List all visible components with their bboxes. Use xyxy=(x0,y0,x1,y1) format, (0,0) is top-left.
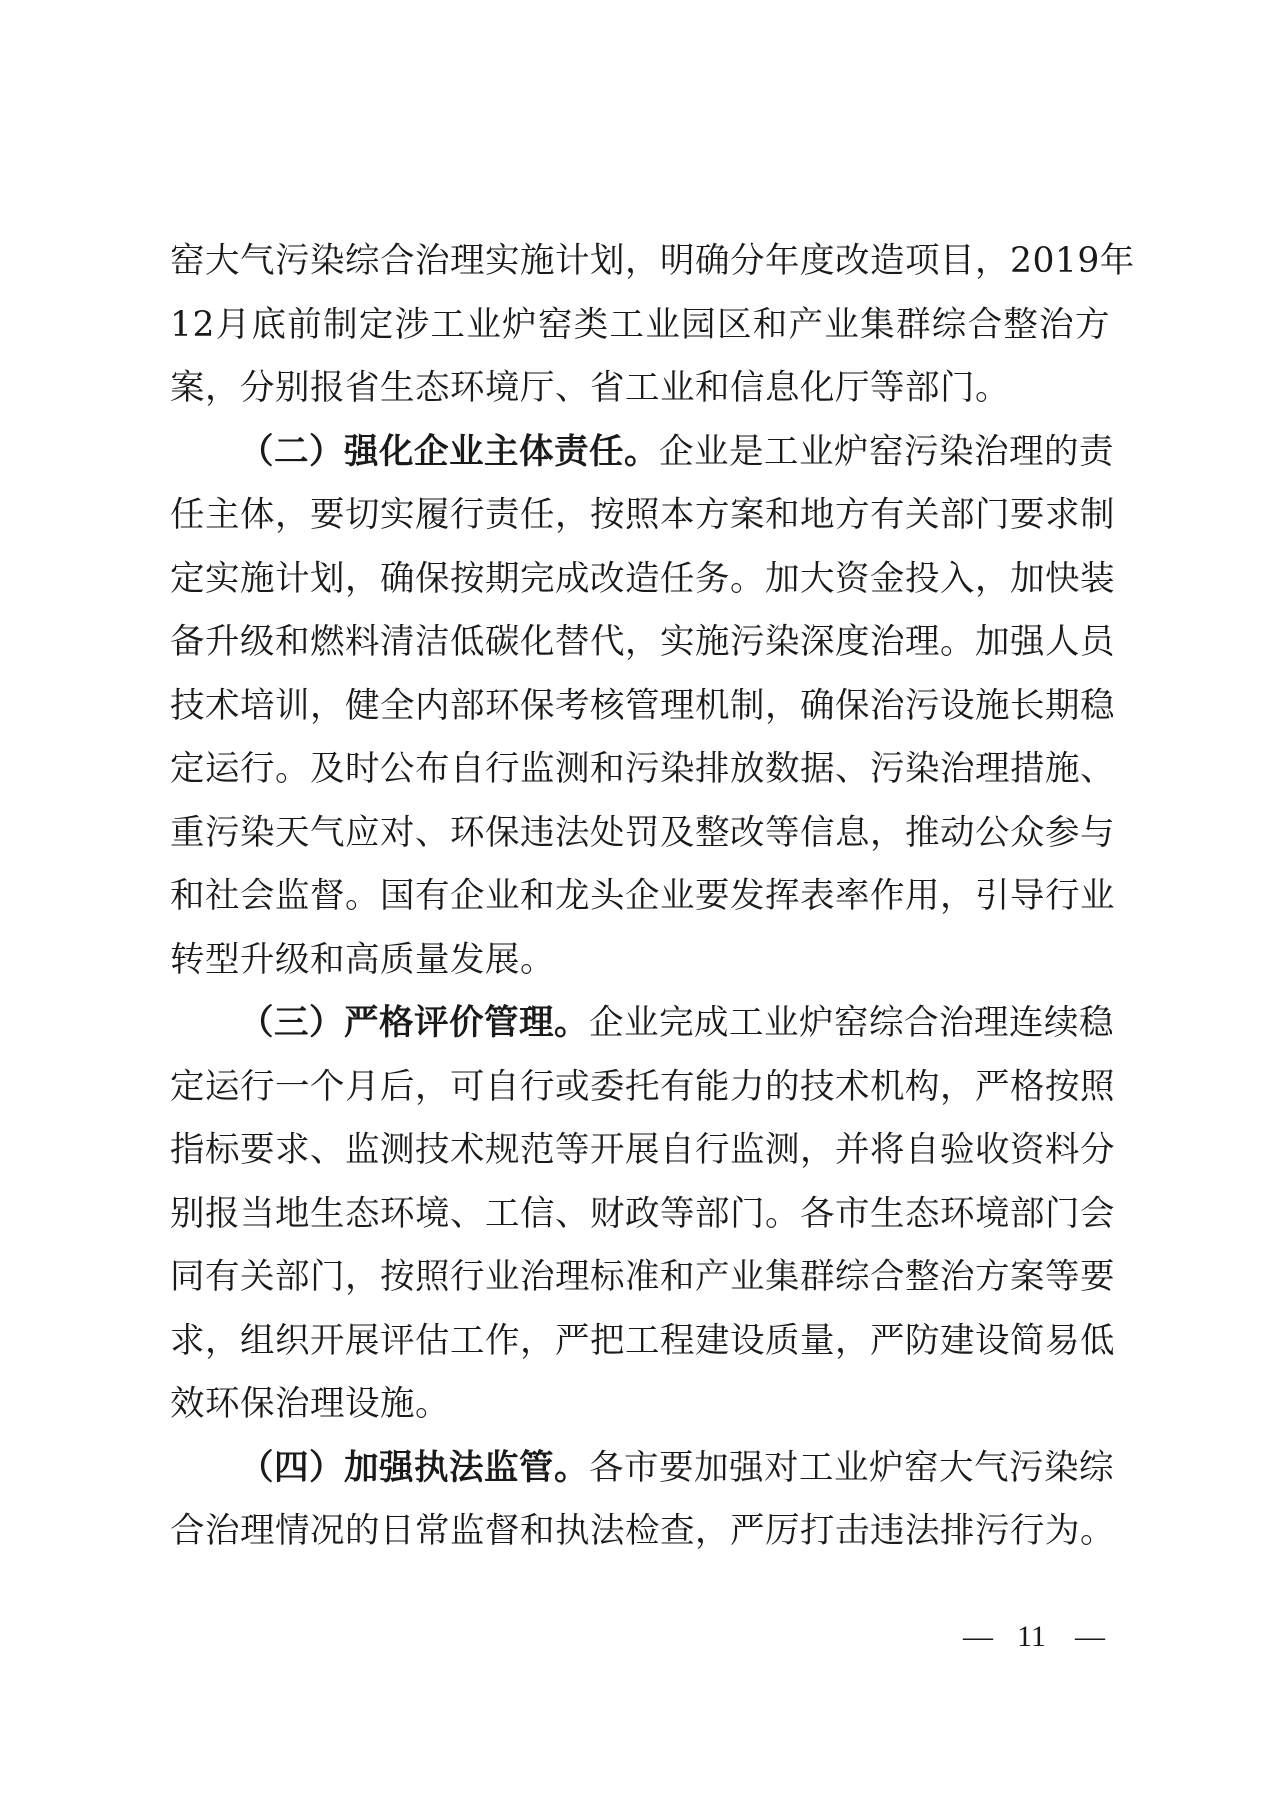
text-run: 各市要加强对工业炉窑大气污染综 xyxy=(589,1447,1114,1488)
text-line: 定运行。及时公布自行监测和污染排放数据、污染治理措施、 xyxy=(170,749,1115,789)
text-line: 定运行一个月后，可自行或委托有能力的技术机构，严格按照 xyxy=(170,1066,1115,1107)
text-line: 转型升级和高质量发展。 xyxy=(170,939,555,980)
text-line xyxy=(170,1437,1114,1501)
text-run: 企业是工业炉窑污染治理的责 xyxy=(659,431,1114,472)
text-line xyxy=(170,421,1114,485)
text-line: 指标要求、监测技术规范等开展自行监测，并将自验收资料分 xyxy=(170,1130,1115,1170)
paragraph-section-3 xyxy=(170,992,1115,1437)
text-line: 案，分别报省生态环境厅、省工业和信息化厅等部门。 xyxy=(170,368,1010,408)
text-run: 企业完成工业炉窑综合治理连续稳 xyxy=(589,1003,1114,1043)
text-line xyxy=(170,992,1114,1056)
text-line: 别报当地生态环境、工信、财政等部门。各市生态环境部门会 xyxy=(170,1193,1115,1234)
text-line: 和社会监督。国有企业和龙头企业要发挥表率作用，引导行业 xyxy=(170,876,1115,916)
footer-dash-left: — xyxy=(963,1620,993,1653)
text-line: 12月底前制定涉工业炉窑类工业园区和产业集群综合整治方 xyxy=(170,304,1110,345)
text-line: 窑大气污染综合治理实施计划，明确分年度改造项目，2019年 xyxy=(170,241,1135,281)
text-line: 同有关部门，按照行业治理标准和产业集群综合整治方案等要 xyxy=(170,1257,1115,1297)
section-heading: （二）强化企业主体责任。 xyxy=(239,431,659,472)
paragraph-section-4 xyxy=(170,1437,1115,1564)
text-line: 重污染天气应对、环保违法处罚及整改等信息，推动公众参与 xyxy=(170,812,1115,853)
document-body xyxy=(170,230,1135,1564)
text-line: 定实施计划，确保按期完成改造任务。加大资金投入，加快装 xyxy=(170,558,1115,599)
text-line: 求，组织开展评估工作，严把工程建设质量，严防建设简易低 xyxy=(170,1320,1115,1361)
section-heading: （三）严格评价管理。 xyxy=(239,1003,589,1043)
text-line: 效环保治理设施。 xyxy=(170,1384,450,1424)
footer-dash-right: — xyxy=(1075,1620,1105,1653)
paragraph-intro-continuation xyxy=(170,230,1135,421)
text-line: 备升级和燃料清洁低碳化替代，实施污染深度治理。加强人员 xyxy=(170,622,1115,662)
text-line: 合治理情况的日常监督和执法检查，严厉打击违法排污行为。 xyxy=(170,1511,1115,1551)
paragraph-section-2 xyxy=(170,421,1115,993)
page-number: 11 xyxy=(1017,1620,1046,1653)
text-line: 技术培训，健全内部环保考核管理机制，确保治污设施长期稳 xyxy=(170,685,1115,726)
text-line: 任主体，要切实履行责任，按照本方案和地方有关部门要求制 xyxy=(170,495,1115,535)
section-heading: （四）加强执法监管。 xyxy=(239,1447,589,1488)
